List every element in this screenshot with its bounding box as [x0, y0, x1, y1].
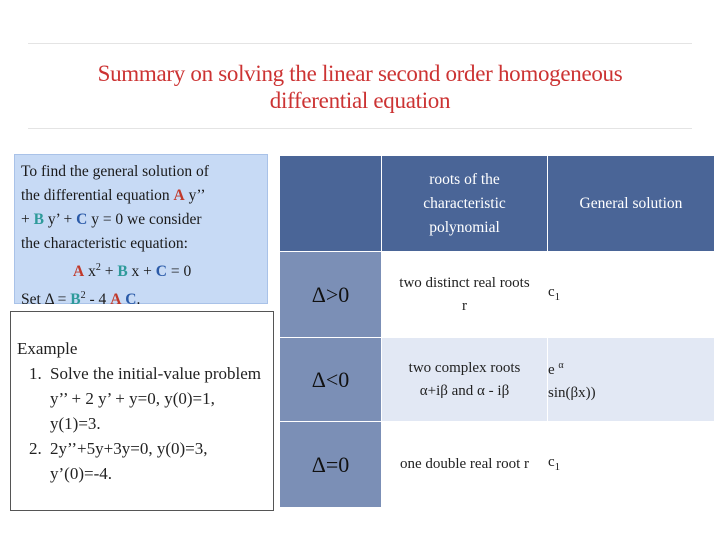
eq-text: +: [100, 263, 118, 281]
example-heading: Example: [17, 339, 78, 358]
coef-b: B: [33, 211, 44, 228]
set-sup: 2: [80, 290, 86, 302]
roots-text: two complex roots: [408, 359, 521, 376]
general-line-1: [548, 354, 714, 382]
info-text: y = 0 we consider: [87, 211, 202, 228]
header-empty: [280, 156, 382, 252]
roots-cell: [382, 338, 548, 422]
header-roots: [382, 156, 548, 252]
general-text: c: [548, 453, 555, 470]
general-text: c: [548, 283, 555, 300]
roots-cell: [382, 422, 548, 508]
example-item: 1. Solve the initial-value problem y’’ + 2 y’ + y=0, y(0)=1, y(1)=3.: [46, 361, 267, 436]
set-text: - 4: [85, 291, 111, 309]
info-box: [14, 154, 268, 309]
coef-b: B: [70, 291, 81, 309]
top-divider: [28, 43, 692, 44]
info-line-3: [21, 208, 261, 232]
roots-text: two distinct real roots r: [399, 274, 530, 314]
example-item: 2. 2y’’+5y+3y=0, y(0)=3, y’(0)=-4.: [46, 436, 267, 486]
example-box: [10, 311, 274, 511]
general-sub: 1: [554, 460, 561, 473]
discriminant-definition: [21, 284, 261, 312]
roots-cell: [382, 252, 548, 338]
table-row: [280, 422, 715, 508]
table-header-row: [280, 156, 715, 252]
set-text: .: [136, 291, 141, 309]
general-text: e: [548, 362, 555, 378]
info-text: y’ +: [43, 211, 77, 228]
header-roots-text: roots of the characteristic polynomial: [423, 170, 506, 236]
general-sup: α: [558, 360, 564, 371]
title-divider: [28, 128, 692, 129]
info-line-2: [21, 184, 261, 208]
coef-a: A: [73, 263, 85, 281]
title-line-1: Summary on solving the linear second order homogeneous: [97, 61, 623, 86]
eq-text: = 0: [167, 263, 192, 281]
coef-c: C: [76, 211, 88, 228]
table-row: [280, 338, 715, 422]
header-general: General solution: [548, 156, 715, 252]
condition-cell: Δ=0: [280, 422, 382, 508]
info-line-1: To find the general solution of: [21, 163, 209, 180]
coef-b: B: [117, 263, 128, 281]
general-cell: [548, 252, 715, 338]
eq-text: x: [84, 263, 96, 281]
solution-table: [279, 155, 715, 508]
info-text: y’’: [184, 187, 206, 204]
info-line-4: the characteristic equation:: [21, 235, 188, 252]
characteristic-equation: [21, 256, 261, 284]
roots-text: one double real root r: [399, 456, 530, 472]
eq-text: x +: [127, 263, 156, 281]
condition-cell: Δ<0: [280, 338, 382, 422]
roots-text: α+iβ and α - iβ: [419, 382, 510, 399]
general-sub: 1: [554, 290, 561, 303]
title-line-2: differential equation: [269, 88, 451, 113]
info-text: the differential equation: [21, 187, 174, 204]
info-text: +: [21, 211, 34, 228]
coef-a: A: [173, 187, 185, 204]
general-cell: [548, 338, 715, 422]
table-row: [280, 252, 715, 338]
example-list: [17, 361, 267, 486]
general-line-2: sin(βx)): [548, 385, 596, 401]
set-text: Set Δ =: [21, 291, 71, 309]
eq-sup: 2: [95, 262, 101, 273]
slide-title: [40, 60, 680, 114]
condition-cell: Δ>0: [280, 252, 382, 338]
coef-c: C: [125, 291, 137, 309]
general-cell: [548, 422, 715, 508]
coef-c: C: [155, 263, 167, 281]
coef-a: A: [110, 291, 122, 309]
